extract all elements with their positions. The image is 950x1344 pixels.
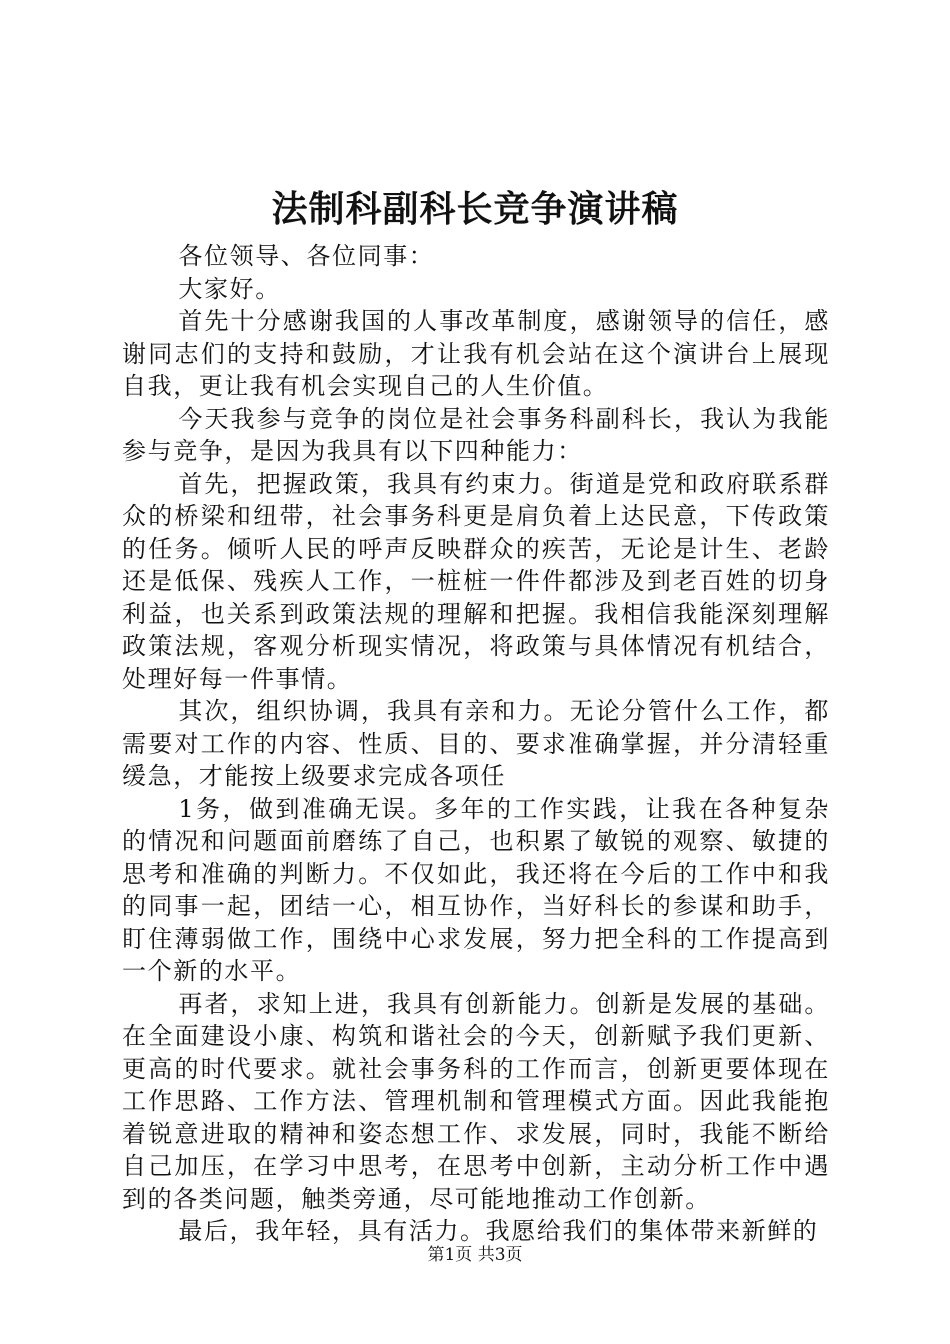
paragraph-greeting: 大家好。: [178, 274, 281, 303]
paragraph-thanks: 首先十分感谢我国的人事改革制度，感谢领导的信任，感谢同志们的支持和鼓励，才让我有机会站在这个演讲台上展现自我，更让我有机会实现自己的人生价值。: [122, 307, 830, 400]
paragraph-third-ability: 再者，求知上进，我具有创新能力。创新是发展的基础。在全面建设小康、构筑和谐社会的今天，创新赋予我们更新、更高的时代要求。就社会事务科的工作而言，创新更要体现在工作思路、工作方法、管理机制和管理模式方面。因此我能抱着锐意进取的精神和姿态想工作、求发展，同时，我能不断给自己加压，在学习中思考，在思考中创新，主动分析工作中遇到的各类问题，触类旁通，尽可能地推动工作创新。: [122, 989, 830, 1213]
page-footer: 第1页 共3页: [427, 1245, 523, 1265]
paragraph-first-ability: 首先，把握政策，我具有约束力。街道是党和政府联系群众的桥梁和纽带，社会事务科更是肩负着上达民意，下传政策的任务。倾听人民的呼声反映群众的疾苦，无论是计生、老龄还是低保、残疾人工作，一桩桩一件件都涉及到老百姓的切身利益，也关系到政策法规的理解和把握。我相信我能深刻理解政策法规，客观分析现实情况，将政策与具体情况有机结合，处理好每一件事情。: [122, 469, 830, 693]
paragraph-position: 今天我参与竞争的岗位是社会事务科副科长，我认为我能参与竞争，是因为我具有以下四种能力：: [122, 404, 830, 465]
paragraph-second-ability-continued: 1务，做到准确无误。多年的工作实践，让我在各种复杂的情况和问题面前磨练了自己，也积累了敏锐的观察、敏捷的思考和准确的判断力。不仅如此，我还将在今后的工作中和我的同事一起，团结一心，相互协作，当好科长的参谋和助手，盯住薄弱做工作，围绕中心求发展，努力把全科的工作提高到一个新的水平。: [122, 794, 830, 985]
paragraph-fourth-ability: 最后，我年轻，具有活力。我愿给我们的集体带来新鲜的: [178, 1217, 819, 1245]
document-title: 法制科副科长竞争演讲稿: [271, 188, 679, 230]
paragraph-salutation: 各位领导、各位同事：: [178, 242, 435, 270]
document-body: [122, 240, 830, 1248]
paragraph-second-ability: 其次，组织协调，我具有亲和力。无论分管什么工作，都需要对工作的内容、性质、目的、要求准确掌握，并分清轻重缓急，才能按上级要求完成各项任: [122, 697, 830, 790]
